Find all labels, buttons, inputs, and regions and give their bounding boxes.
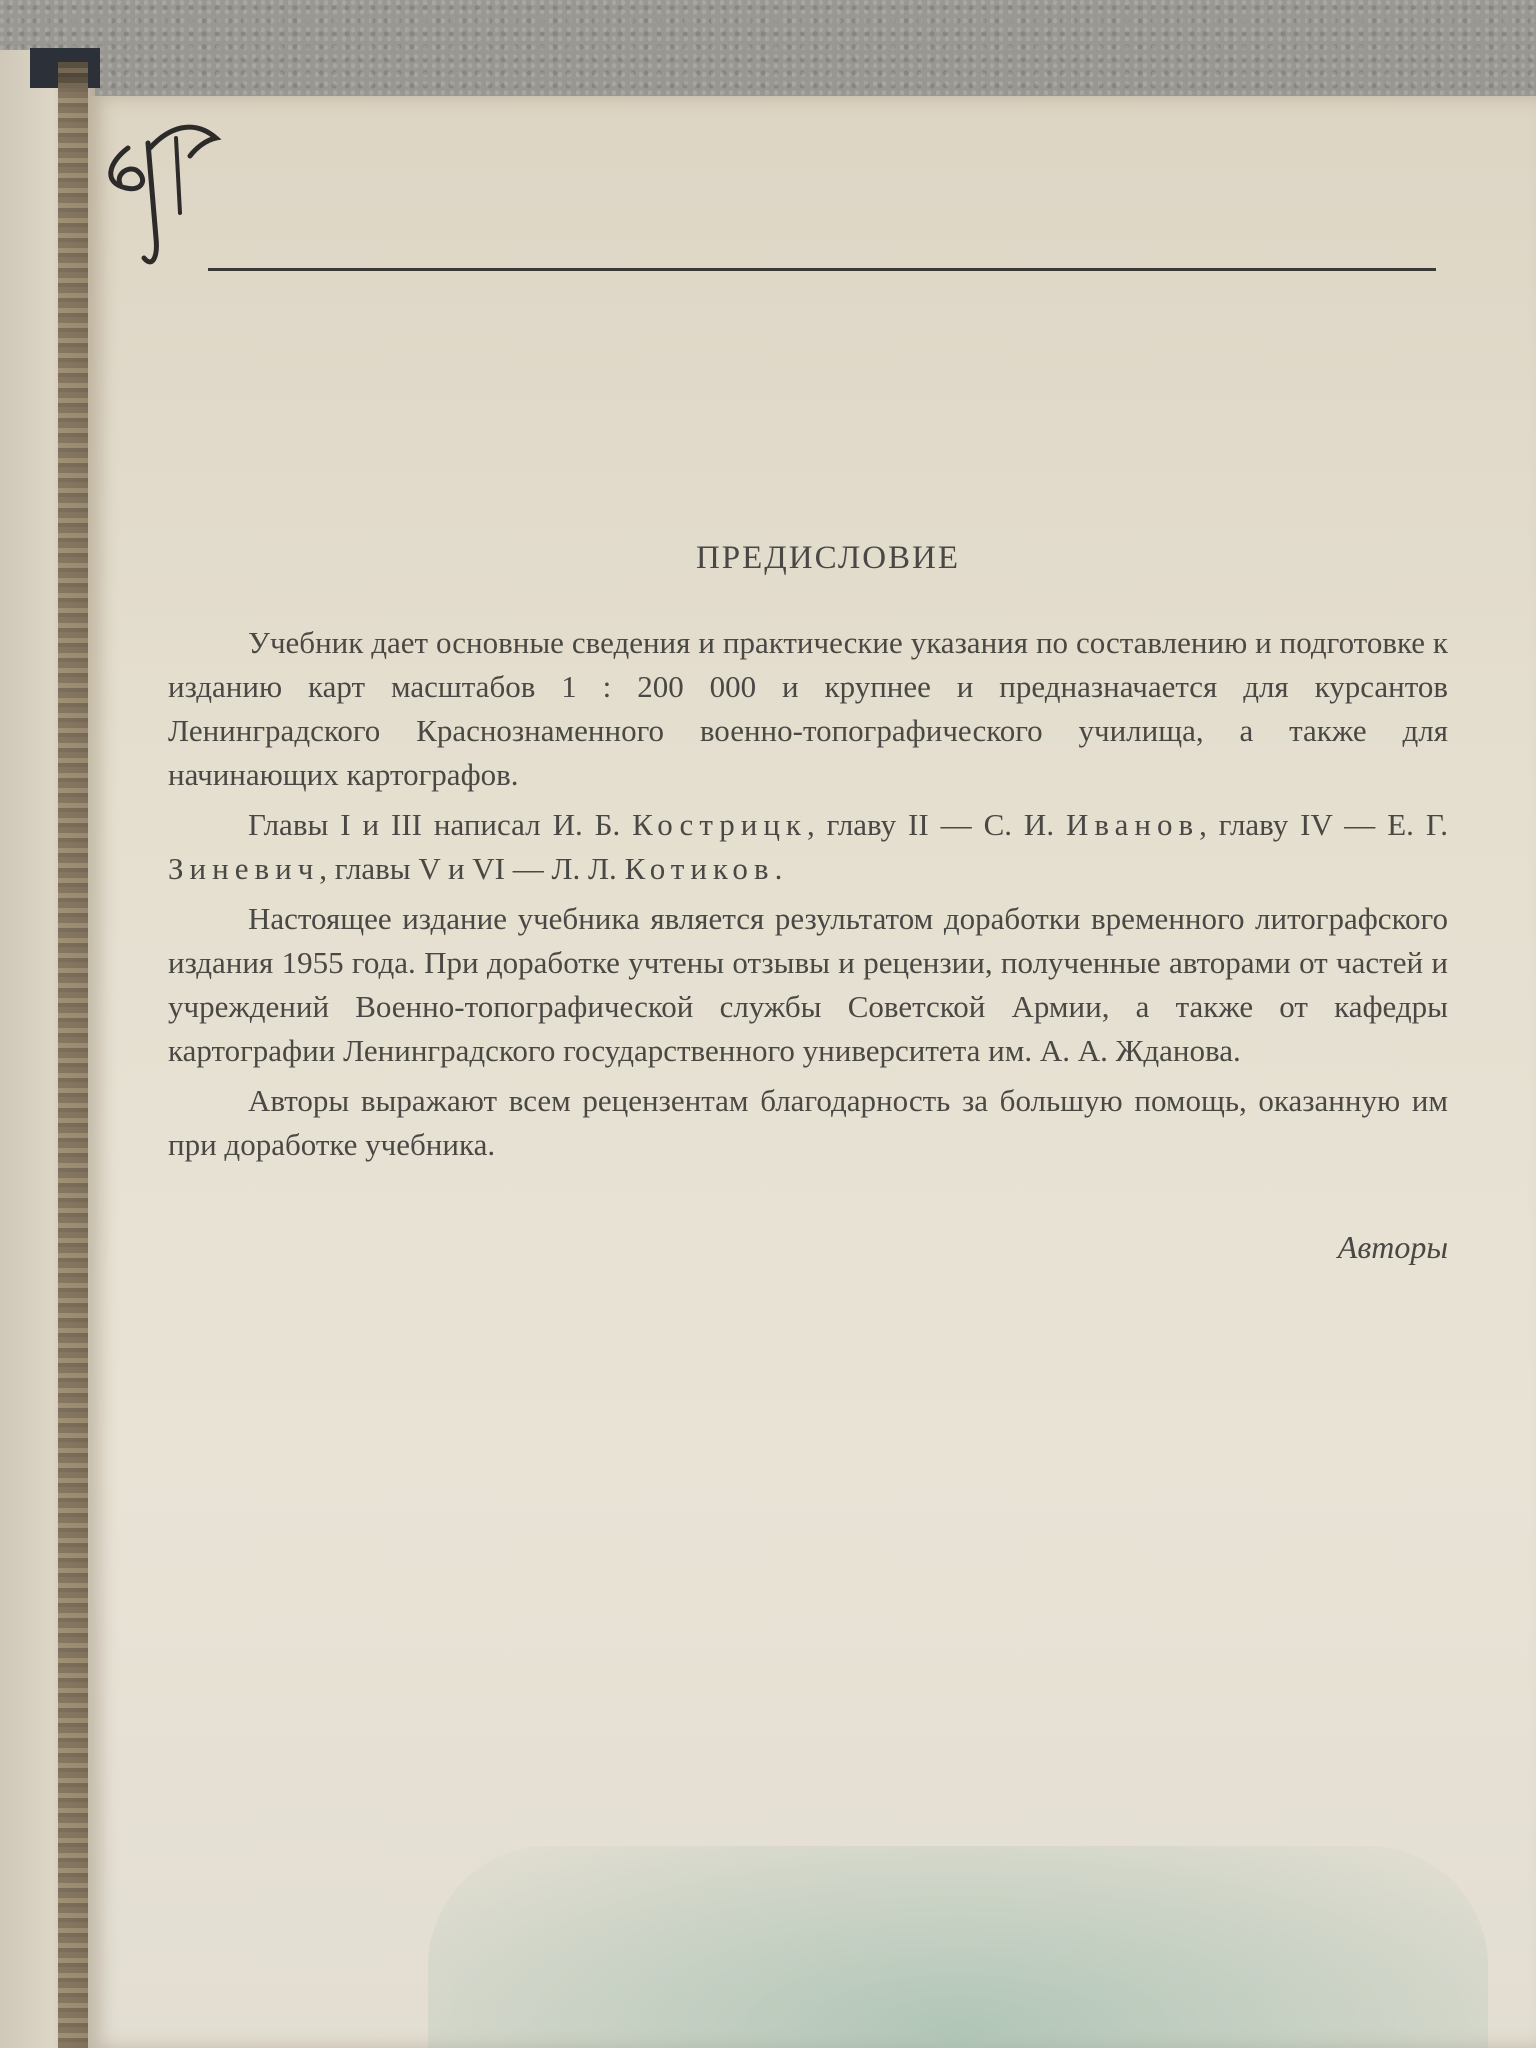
author-name-ivanov: Иванов — [1066, 807, 1200, 842]
authors-text-1: Главы I и III написал И. Б. — [248, 807, 633, 842]
authors-text-2: , главу II — С. И. — [807, 807, 1067, 842]
paragraph-authors — [168, 803, 1448, 891]
author-name-kotikov: Котиков — [624, 851, 775, 886]
author-name-kostrits: Кострицк — [632, 807, 807, 842]
preface-heading: ПРЕДИСЛОВИЕ — [695, 540, 961, 576]
preface-text — [168, 540, 1448, 1266]
page-discoloration — [428, 1846, 1488, 2048]
book-spine-edge — [58, 62, 88, 2048]
header-rule — [208, 268, 1436, 271]
handwritten-mark-icon — [98, 108, 228, 278]
paragraph-purpose: Учебник дает основные сведения и практические указания по составлению и подготовке к изданию карт масштабов 1 : 200 000 и крупнее и предназначается для курсантов Ленинградского Краснознаменного военно-топографического училища, а также для начинающих картографов. — [168, 625, 1448, 792]
paragraph-thanks: Авторы выражают всем рецензентам благодарность за большую помощь, оказанную им при доработке учебника. — [168, 1083, 1448, 1162]
authors-text-3: , главу IV — Е. Г. — [1199, 807, 1448, 842]
sign-off: Авторы — [1337, 1229, 1448, 1265]
authors-text-4: , главы V и VI — Л. Л. — [319, 851, 625, 886]
paragraph-edition: Настоящее издание учебника является результатом доработки временного литографского издания 1955 года. При доработке учтены отзывы и рецензии, полученные авторами от частей и учреждений Военно-топографической службы Советской Армии, а также от кафедры картографии Ленинградского государственного университета им. А. А. Жданова. — [168, 901, 1448, 1068]
author-name-zinevich: Зиневич — [168, 851, 320, 886]
authors-text-5: . — [774, 851, 783, 886]
